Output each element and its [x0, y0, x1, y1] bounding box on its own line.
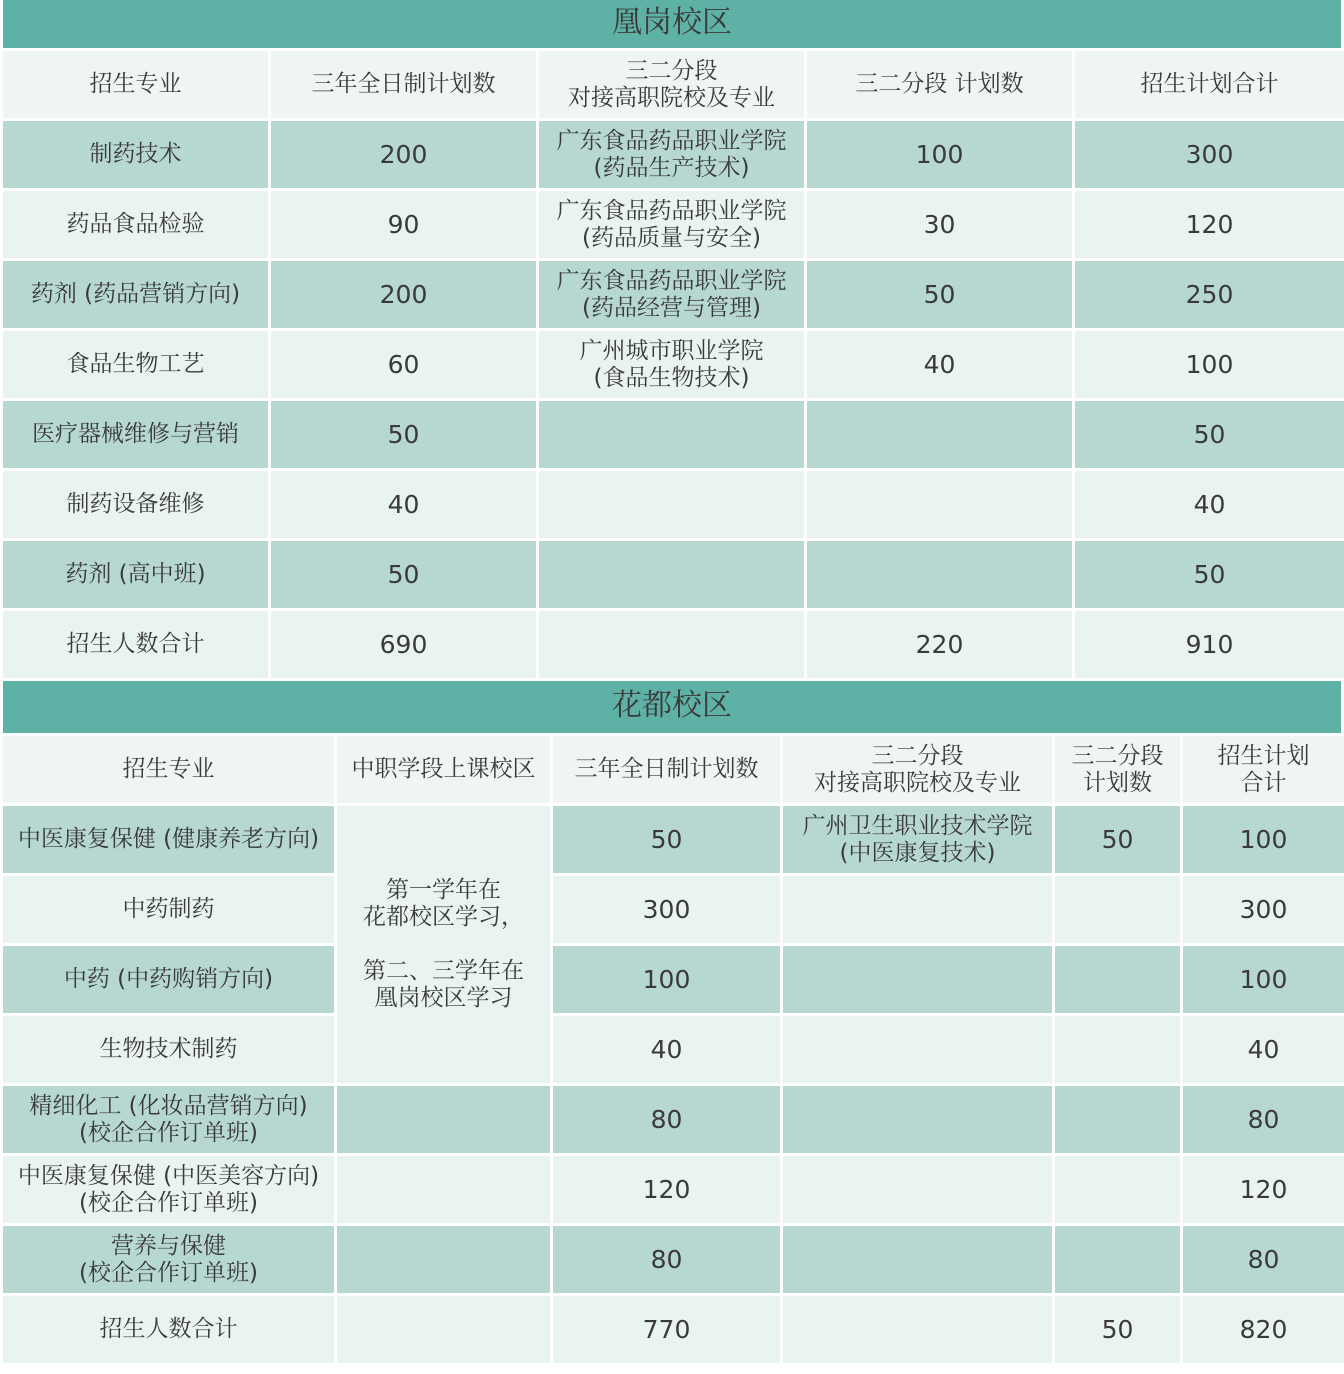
cell-partner: [782, 1225, 1054, 1295]
cell-split: 30: [806, 190, 1074, 260]
cell-fulltime: 300: [552, 875, 782, 945]
cell-split: [1054, 945, 1182, 1015]
cell-major: 医疗器械维修与营销: [2, 400, 270, 470]
cell-split: [806, 400, 1074, 470]
cell-total: 50: [1074, 540, 1344, 610]
header-partner: 三二分段 对接高职院校及专业: [538, 50, 806, 120]
cell-major: 生物技术制药: [2, 1015, 336, 1085]
cell-partner: [782, 875, 1054, 945]
cell-total: 250: [1074, 260, 1344, 330]
cell-venue-empty: [336, 1225, 552, 1295]
table-row: [2, 1225, 1344, 1295]
table-row: [2, 1015, 1344, 1085]
cell-venue-empty: [336, 1295, 552, 1365]
cell-major: 营养与保健 (校企合作订单班): [2, 1225, 336, 1295]
cell-fulltime: 120: [552, 1155, 782, 1225]
table-row: [2, 330, 1344, 400]
cell-split: [806, 470, 1074, 540]
table-row: [2, 260, 1344, 330]
cell-fulltime: 200: [270, 260, 538, 330]
venue-text-later-years: 第二、三学年在 凰岗校区学习: [363, 958, 524, 1011]
table-row: [2, 400, 1344, 470]
campus1-table: [0, 48, 1344, 681]
campus2-title: 花都校区: [0, 681, 1344, 733]
cell-partner: 广东食品药品职业学院 (药品经营与管理): [538, 260, 806, 330]
cell-total: 100: [1182, 805, 1344, 875]
cell-total: 40: [1074, 470, 1344, 540]
cell-fulltime: 80: [552, 1225, 782, 1295]
cell-fulltime: 770: [552, 1295, 782, 1365]
cell-split: 100: [806, 120, 1074, 190]
cell-partner: 广州城市职业学院 (食品生物技术): [538, 330, 806, 400]
cell-fulltime: 50: [270, 540, 538, 610]
cell-major: 药品食品检验: [2, 190, 270, 260]
cell-split: [1054, 1085, 1182, 1155]
cell-fulltime: 200: [270, 120, 538, 190]
cell-major: 药剂 (高中班): [2, 540, 270, 610]
cell-total: 300: [1182, 875, 1344, 945]
cell-major: 中医康复保健 (中医美容方向) (校企合作订单班): [2, 1155, 336, 1225]
cell-major: 招生人数合计: [2, 1295, 336, 1365]
cell-fulltime: 60: [270, 330, 538, 400]
header-major: 招生专业: [2, 50, 270, 120]
cell-total: 300: [1074, 120, 1344, 190]
cell-split: 50: [1054, 1295, 1182, 1365]
cell-total: 50: [1074, 400, 1344, 470]
cell-major: 中医康复保健 (健康养老方向): [2, 805, 336, 875]
header-partner: 三二分段 对接高职院校及专业: [782, 735, 1054, 805]
table-row: [2, 120, 1344, 190]
cell-partner: [538, 470, 806, 540]
table-total-row: [2, 1295, 1344, 1365]
cell-split: 220: [806, 610, 1074, 680]
campus1-header-row: [2, 50, 1344, 120]
table-row: [2, 470, 1344, 540]
cell-partner: 广东食品药品职业学院 (药品生产技术): [538, 120, 806, 190]
cell-major: 食品生物工艺: [2, 330, 270, 400]
cell-split: 40: [806, 330, 1074, 400]
header-split: 三二分段 计划数: [806, 50, 1074, 120]
cell-split: [806, 540, 1074, 610]
cell-split: [1054, 1225, 1182, 1295]
campus2-header-row: [2, 735, 1344, 805]
cell-split: [1054, 1155, 1182, 1225]
cell-split: [1054, 875, 1182, 945]
cell-major: 药剂 (药品营销方向): [2, 260, 270, 330]
header-major: 招生专业: [2, 735, 336, 805]
cell-venue: [336, 805, 552, 1085]
cell-major: 中药 (中药购销方向): [2, 945, 336, 1015]
cell-split: 50: [1054, 805, 1182, 875]
cell-fulltime: 50: [270, 400, 538, 470]
cell-partner: [782, 1085, 1054, 1155]
cell-total: 120: [1074, 190, 1344, 260]
cell-partner: [782, 945, 1054, 1015]
cell-fulltime: 50: [552, 805, 782, 875]
cell-fulltime: 40: [552, 1015, 782, 1085]
table-row: [2, 945, 1344, 1015]
venue-text-first-year: 第一学年在 花都校区学习，: [363, 877, 524, 930]
cell-fulltime: 690: [270, 610, 538, 680]
table-row: [2, 805, 1344, 875]
cell-fulltime: 90: [270, 190, 538, 260]
cell-partner: [782, 1015, 1054, 1085]
cell-fulltime: 40: [270, 470, 538, 540]
cell-total: 80: [1182, 1085, 1344, 1155]
cell-total: 910: [1074, 610, 1344, 680]
table-row: [2, 1155, 1344, 1225]
header-total: 招生计划 合计: [1182, 735, 1344, 805]
cell-total: 820: [1182, 1295, 1344, 1365]
cell-partner: [538, 610, 806, 680]
campus1-title: 凰岗校区: [0, 0, 1344, 48]
table-row: [2, 190, 1344, 260]
cell-partner: 广州卫生职业技术学院 (中医康复技术): [782, 805, 1054, 875]
cell-partner: [782, 1295, 1054, 1365]
header-split: 三二分段 计划数: [1054, 735, 1182, 805]
cell-major: 制药技术: [2, 120, 270, 190]
cell-fulltime: 80: [552, 1085, 782, 1155]
cell-total: 40: [1182, 1015, 1344, 1085]
table-total-row: [2, 610, 1344, 680]
header-fulltime: 三年全日制计划数: [552, 735, 782, 805]
cell-partner: [782, 1155, 1054, 1225]
header-venue: 中职学段上课校区: [336, 735, 552, 805]
cell-split: 50: [806, 260, 1074, 330]
cell-partner: 广东食品药品职业学院 (药品质量与安全): [538, 190, 806, 260]
header-fulltime: 三年全日制计划数: [270, 50, 538, 120]
cell-total: 100: [1182, 945, 1344, 1015]
cell-major: 中药制药: [2, 875, 336, 945]
cell-fulltime: 100: [552, 945, 782, 1015]
cell-venue-empty: [336, 1085, 552, 1155]
cell-total: 100: [1074, 330, 1344, 400]
campus2-table: [0, 733, 1344, 1366]
table-row: [2, 875, 1344, 945]
cell-partner: [538, 400, 806, 470]
cell-major: 精细化工 (化妆品营销方向) (校企合作订单班): [2, 1085, 336, 1155]
header-total: 招生计划合计: [1074, 50, 1344, 120]
cell-major: 招生人数合计: [2, 610, 270, 680]
table-row: [2, 1085, 1344, 1155]
cell-venue-empty: [336, 1155, 552, 1225]
cell-major: 制药设备维修: [2, 470, 270, 540]
cell-split: [1054, 1015, 1182, 1085]
table-row: [2, 540, 1344, 610]
cell-total: 120: [1182, 1155, 1344, 1225]
cell-total: 80: [1182, 1225, 1344, 1295]
cell-partner: [538, 540, 806, 610]
